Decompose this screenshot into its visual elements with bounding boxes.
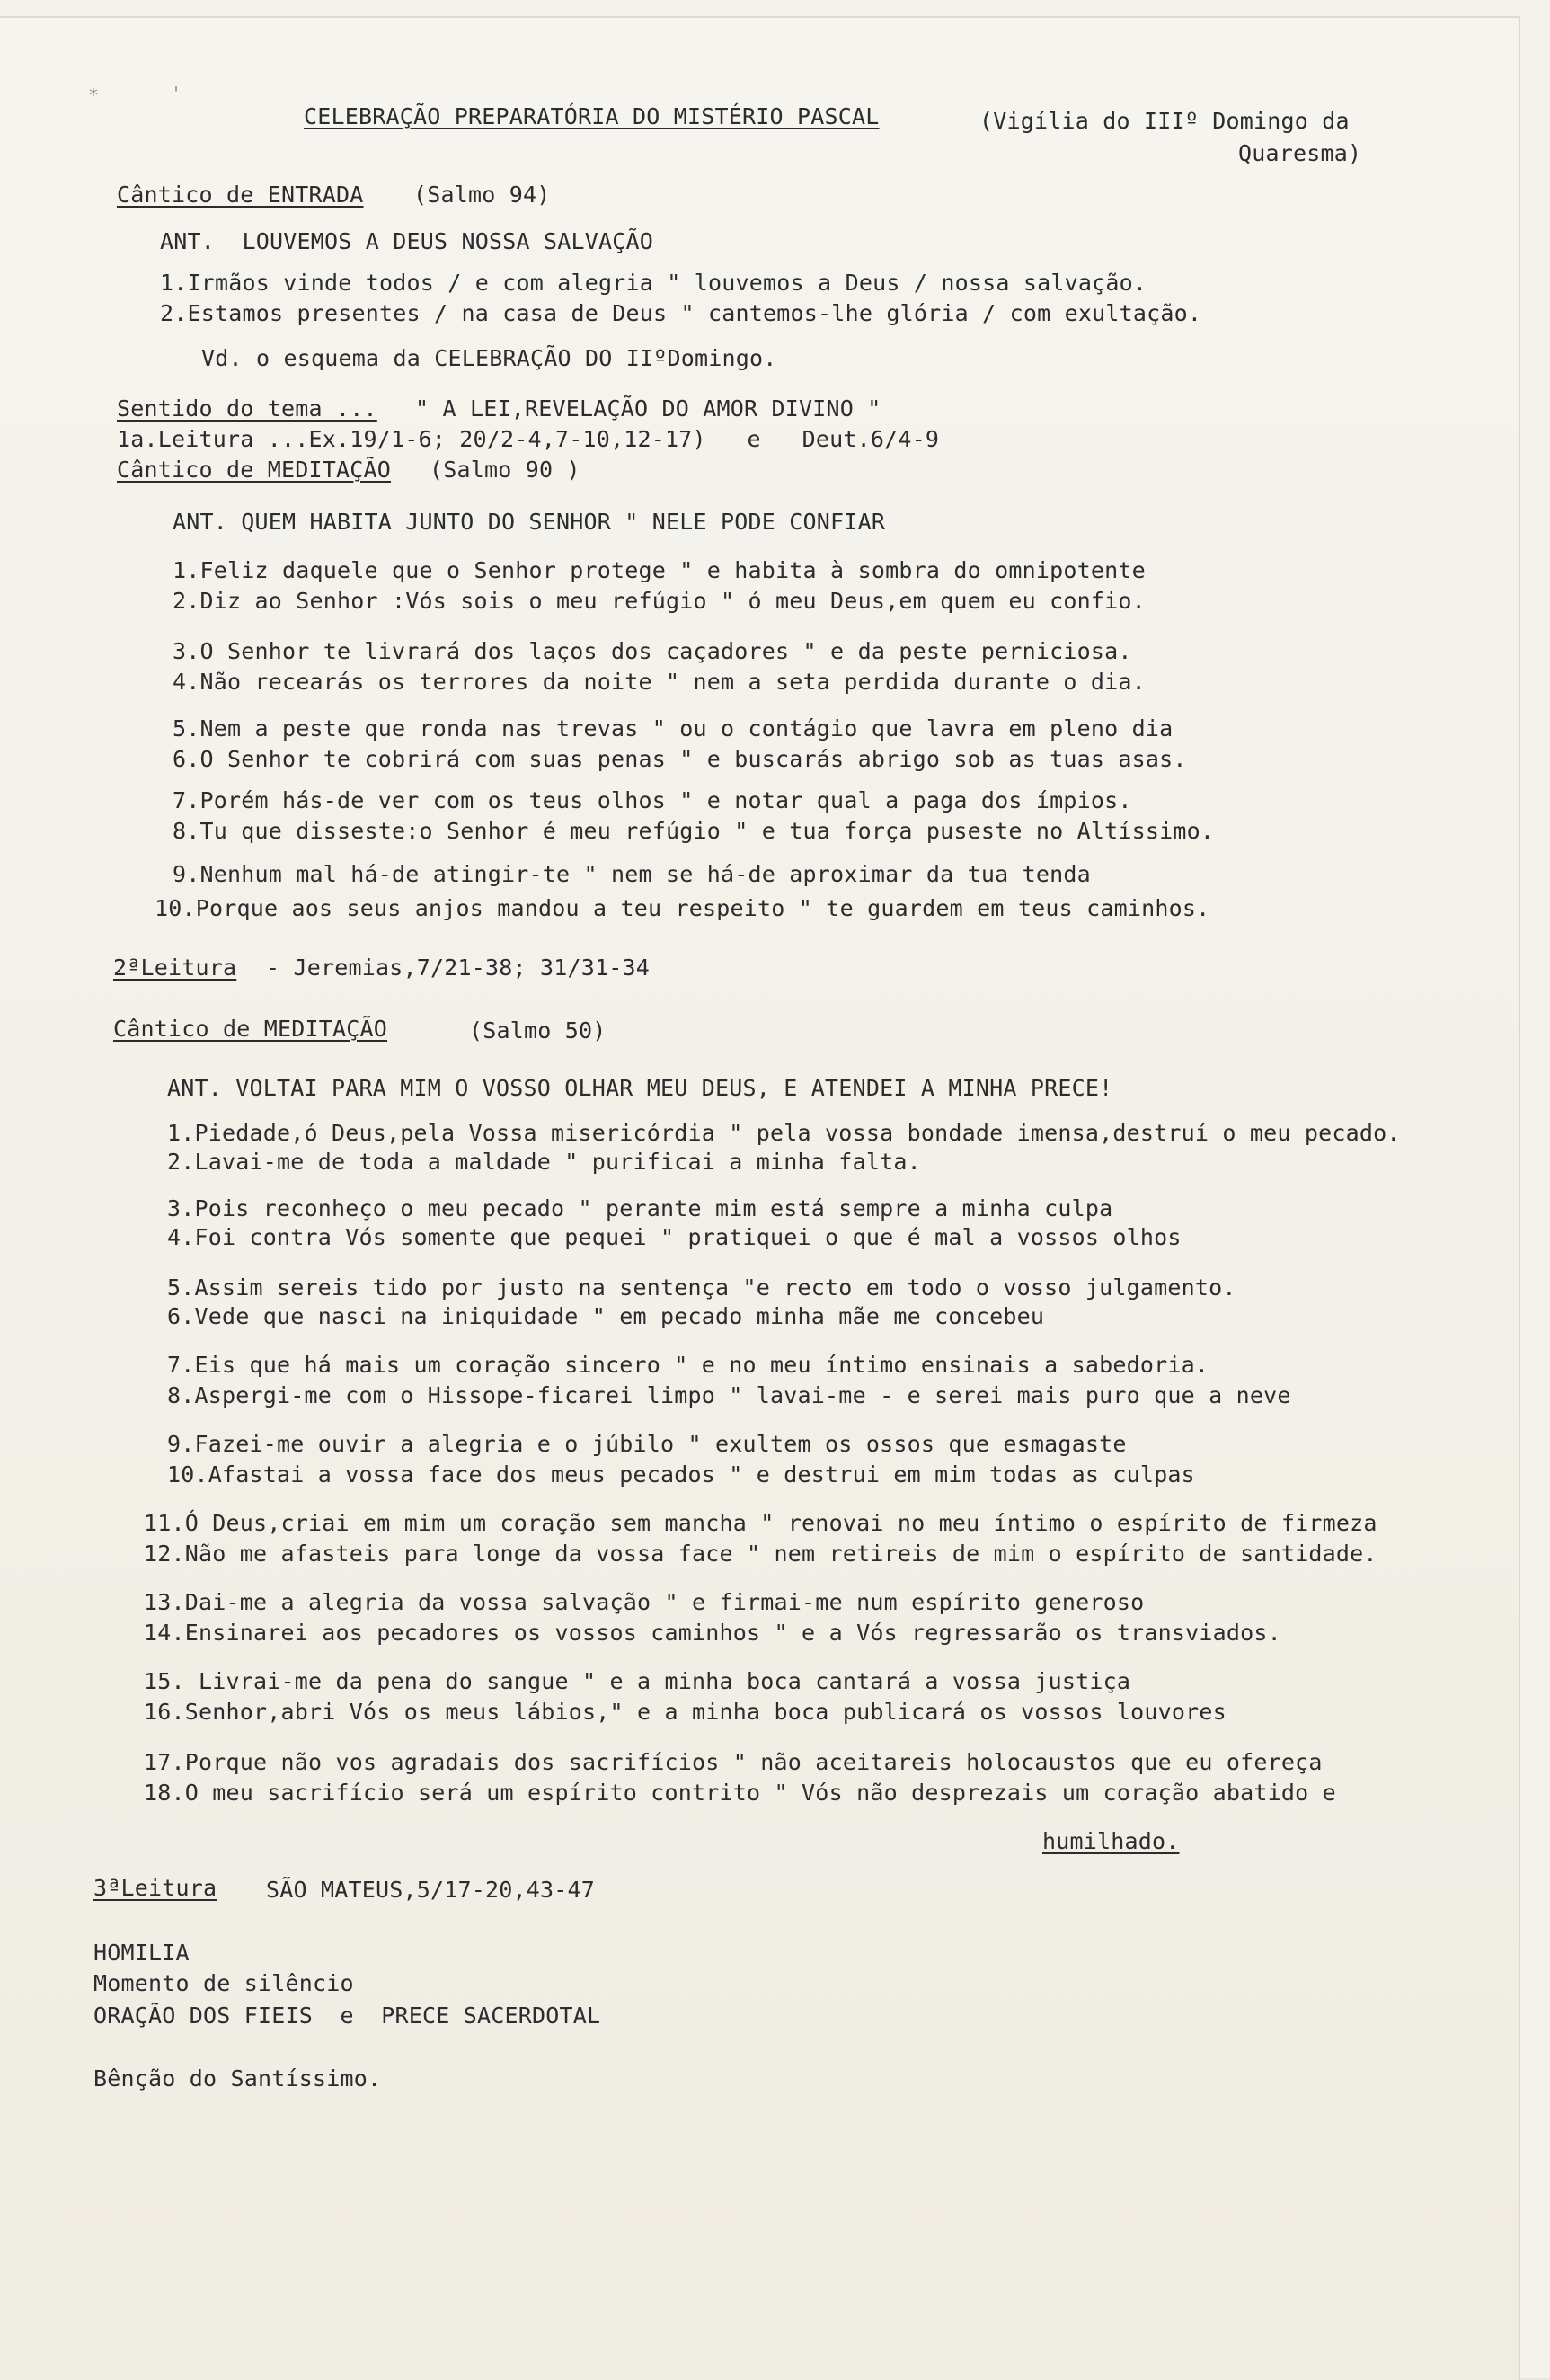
- pencil-mark: ': [171, 83, 182, 104]
- psalm-verse: 5.Nem a peste que ronda nas trevas " ou o contágio que lavra em pleno dia: [173, 715, 1174, 742]
- psalm-verse: 9.Fazei-me ouvir a alegria e o júbilo " exultem os ossos que esmagaste: [167, 1431, 1127, 1457]
- psalm-verse: 10.Porque aos seus anjos mandou a teu respeito " te guardem em teus caminhos.: [155, 895, 1210, 921]
- psalm-verse: 3.Pois reconheço o meu pecado " perante mim está sempre a minha culpa: [167, 1195, 1113, 1221]
- psalm-verse: 4.Foi contra Vós somente que pequei " pratiquei o que é mal a vossos olhos: [167, 1224, 1182, 1250]
- psalm-verse: 5.Assim sereis tido por justo na sentença "e recto em todo o vosso julgamento.: [167, 1274, 1236, 1301]
- psalm-verse: 12.Não me afasteis para longe da vossa face " nem retireis de mim o espírito de santidade.: [144, 1541, 1377, 1567]
- meditacao-heading: Cântico de MEDITAÇÃO: [113, 1016, 388, 1042]
- psalm-verse: 6.O Senhor te cobrirá com suas penas " e buscarás abrigo sob as tuas asas.: [173, 746, 1187, 772]
- psalm-verse: 7.Eis que há mais um coração sincero " e no meu íntimo ensinais a sabedoria.: [167, 1352, 1209, 1378]
- psalm-verse: 10.Afastai a vossa face dos meus pecados " e destrui em mim todas as culpas: [167, 1461, 1195, 1488]
- entrada-verse: 2.Estamos presentes / na casa de Deus " cantemos-lhe glória / com exultação.: [160, 300, 1202, 326]
- document-title: CELEBRAÇÃO PREPARATÓRIA DO MISTÉRIO PASCAL: [304, 103, 880, 129]
- psalm-verse-cont: humilhado.: [1042, 1828, 1180, 1854]
- prayers-line: ORAÇÃO DOS FIEIS e PRECE SACERDOTAL: [93, 2003, 601, 2029]
- entrada-psalm: (Salmo 94): [413, 182, 551, 208]
- psalm-verse: 1.Piedade,ó Deus,pela Vossa misericórdia " pela vossa bondade imensa,destruí o meu pecado.: [167, 1120, 1401, 1146]
- psalm-verse: 1.Feliz daquele que o Senhor protege " e habita à sombra do omnipotente: [173, 557, 1146, 583]
- psalm-verse: 17.Porque não vos agradais dos sacrifícios " não aceitareis holocaustos que eu ofereça: [144, 1749, 1323, 1775]
- blessing-line: Bênção do Santíssimo.: [93, 2065, 382, 2091]
- psalm-verse: 7.Porém hás-de ver com os teus olhos " e notar qual a paga dos ímpios.: [173, 787, 1132, 813]
- psalm-verse: 8.Aspergi-me com o Hissope-ficarei limpo " lavai-me - e serei mais puro que a neve: [167, 1382, 1291, 1408]
- silence-line: Momento de silêncio: [93, 1970, 354, 1996]
- second-reading-text: - Jeremias,7/21-38; 31/31-34: [266, 955, 651, 981]
- second-reading-label: 2ªLeitura: [113, 955, 237, 981]
- sentido-theme: " A LEI,REVELAÇÃO DO AMOR DIVINO ": [415, 395, 881, 422]
- third-reading-label: 3ªLeitura: [93, 1875, 217, 1901]
- meditacao-psalm: (Salmo 90 ): [430, 457, 580, 483]
- psalm-verse: 4.Não recearás os terrores da noite " nem a seta perdida durante o dia.: [173, 669, 1146, 695]
- meditacao-heading: Cântico de MEDITAÇÃO: [117, 457, 392, 483]
- meditacao-antiphon: ANT. VOLTAI PARA MIM O VOSSO OLHAR MEU DEUS, E ATENDEI A MINHA PRECE!: [167, 1075, 1113, 1101]
- third-reading-text: SÃO MATEUS,5/17-20,43-47: [266, 1877, 596, 1903]
- entrada-antiphon: ANT. LOUVEMOS A DEUS NOSSA SALVAÇÃO: [160, 228, 654, 254]
- psalm-verse: 16.Senhor,abri Vós os meus lábios," e a minha boca publicará os vossos louvores: [144, 1699, 1227, 1725]
- psalm-verse: 15. Livrai-me da pena do sangue " e a minha boca cantará a vossa justiça: [144, 1668, 1131, 1694]
- entrada-heading: Cântico de ENTRADA: [117, 182, 364, 208]
- psalm-verse: 6.Vede que nasci na iniquidade " em pecado minha mãe me concebeu: [167, 1303, 1045, 1329]
- pencil-mark: *: [88, 84, 100, 106]
- meditacao-psalm: (Salmo 50): [469, 1017, 607, 1043]
- psalm-verse: 9.Nenhum mal há-de atingir-te " nem se há-de aproximar da tua tenda: [173, 861, 1091, 887]
- entrada-note: Vd. o esquema da CELEBRAÇÃO DO IIºDomingo.: [201, 345, 777, 371]
- first-reading: 1a.Leitura ...Ex.19/1-6; 20/2-4,7-10,12-17) e Deut.6/4-9: [117, 426, 940, 452]
- psalm-verse: 8.Tu que disseste:o Senhor é meu refúgio " e tua força puseste no Altíssimo.: [173, 818, 1215, 844]
- document-subtitle-cont: Quaresma): [1238, 140, 1362, 166]
- meditacao-antiphon: ANT. QUEM HABITA JUNTO DO SENHOR " NELE PODE CONFIAR: [173, 509, 886, 535]
- psalm-verse: 14.Ensinarei aos pecadores os vossos caminhos " e a Vós regressarão os transviados.: [144, 1620, 1281, 1646]
- psalm-verse: 2.Diz ao Senhor :Vós sois o meu refúgio " ó meu Deus,em quem eu confio.: [173, 588, 1146, 614]
- psalm-verse: 3.O Senhor te livrará dos laços dos caçadores " e da peste perniciosa.: [173, 638, 1132, 664]
- sentido-label: Sentido do tema ...: [117, 395, 377, 422]
- psalm-verse: 11.Ó Deus,criai em mim um coração sem mancha " renovai no meu íntimo o espírito de firmeza: [144, 1510, 1377, 1536]
- psalm-verse: 2.Lavai-me de toda a maldade " purificai a minha falta.: [167, 1149, 921, 1175]
- document-subtitle: (Vigília do IIIº Domingo da: [979, 108, 1350, 134]
- psalm-verse: 13.Dai-me a alegria da vossa salvação " e firmai-me num espírito generoso: [144, 1589, 1145, 1615]
- entrada-verse: 1.Irmãos vinde todos / e com alegria " louvemos a Deus / nossa salvação.: [160, 270, 1147, 296]
- psalm-verse: 18.O meu sacrifício será um espírito contrito " Vós não desprezais um coração abatido e: [144, 1780, 1336, 1806]
- homily-line: HOMILIA: [93, 1940, 190, 1966]
